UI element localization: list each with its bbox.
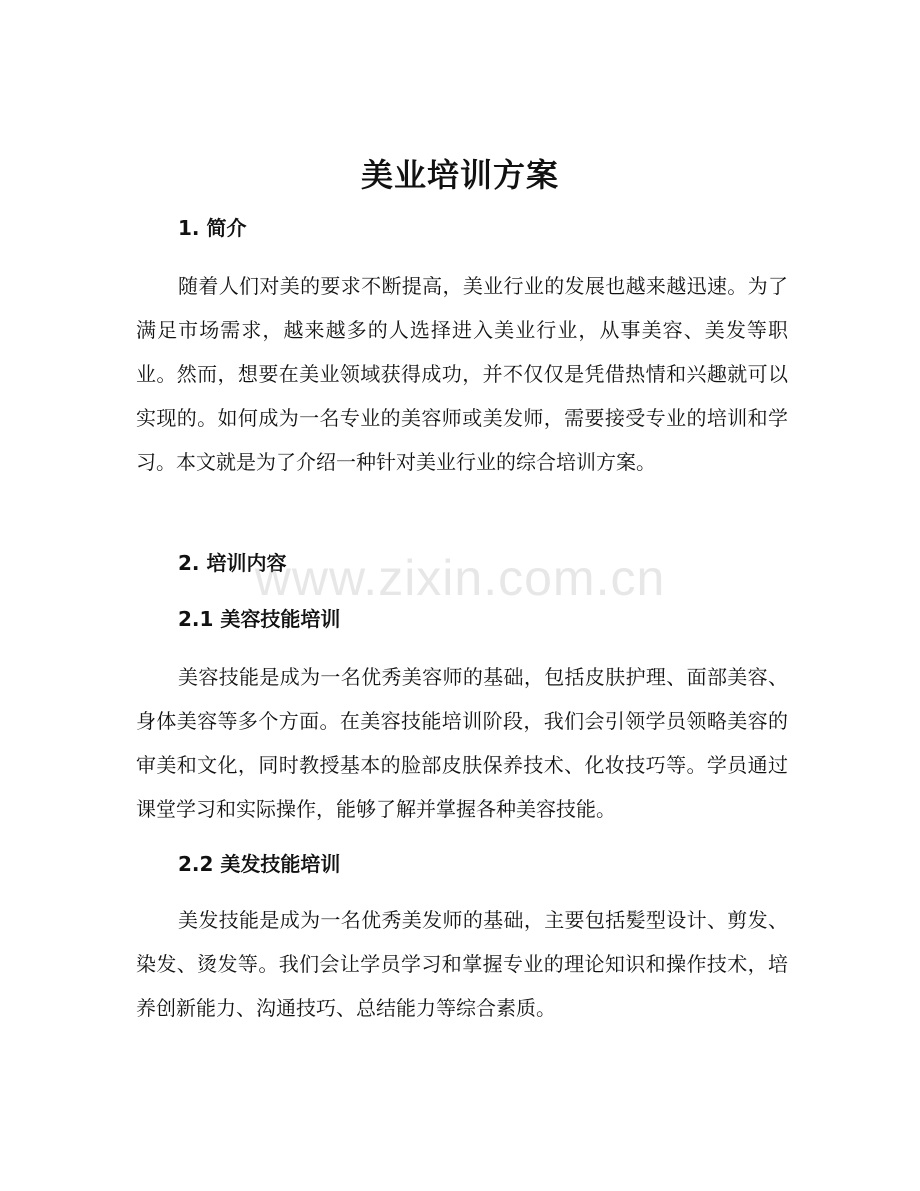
section-heading-beauty-skills: 2.1 美容技能培训 (178, 607, 341, 631)
paragraph-hair-skills: 美发技能是成为一名优秀美发师的基础，主要包括髪型设计、剪发、染发、烫发等。我们会让学员学习和掌握专业的理论知识和操作技术，培养创新能力、沟通技巧、总结能力等综合素质。 (136, 908, 788, 1020)
section-heading-intro: 1. 简介 (178, 216, 247, 240)
paragraph-beauty-skills: 美容技能是成为一名优秀美容师的基础，包括皮肤护理、面部美容、身体美容等多个方面。在美容技能培训阶段，我们会引领学员领略美容的审美和文化，同时教授基本的脸部皮肤保养技术、化妆技巧等。学员通过课堂学习和实际操作，能够了解并掌握各种美容技能。 (136, 665, 788, 821)
document-title: 美业培训方案 (360, 156, 559, 194)
section-heading-training-content: 2. 培训内容 (178, 551, 287, 575)
section-heading-hair-skills: 2.2 美发技能培训 (178, 852, 341, 876)
paragraph-intro: 随着人们对美的要求不断提高，美业行业的发展也越来越迅速。为了满足市场需求，越来越多的人选择进入美业行业，从事美容、美发等职业。然而，想要在美业领域获得成功，并不仅仅是凭借热情和兴趣就可以实现的。如何成为一名专业的美容师或美发师，需要接受专业的培训和学习。本文就是为了介绍一种针对美业行业的综合培训方案。 (136, 274, 788, 474)
watermark-text: www.zixin.com.cn (254, 550, 666, 606)
